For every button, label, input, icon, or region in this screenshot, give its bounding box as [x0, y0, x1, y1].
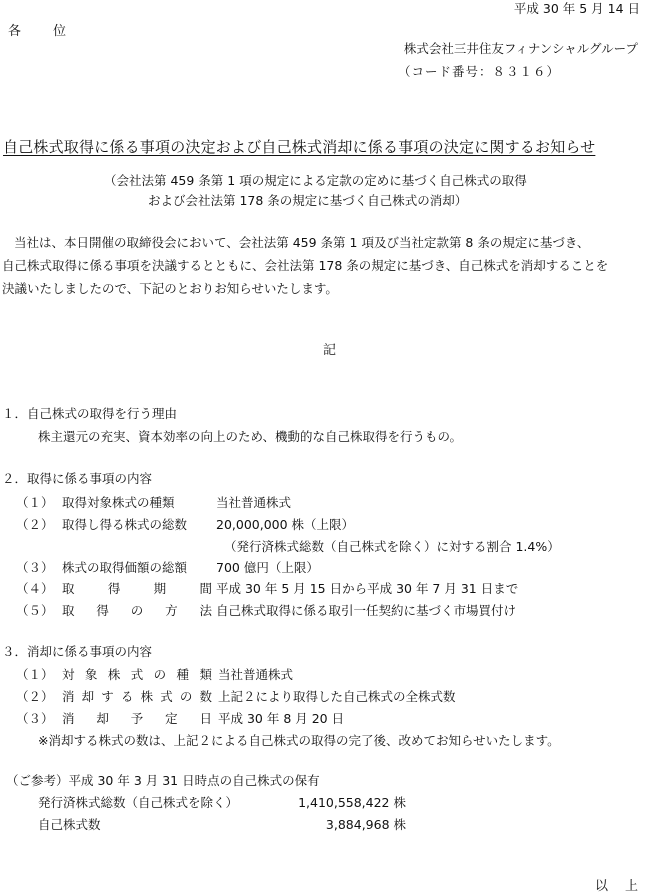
reference-heading: （ご参考）平成 30 年 3 月 31 日時点の自己株式の保有	[6, 773, 320, 788]
section1-heading: １．自己株式の取得を行う理由	[2, 406, 178, 421]
reference-row-label: 自己株式数	[38, 817, 101, 832]
section3-heading: ３．消却に係る事項の内容	[2, 644, 153, 659]
section2-item-num: （３）	[16, 560, 54, 575]
section2-heading: ２．取得に係る事項の内容	[2, 471, 153, 486]
section2-item-num: （５）	[16, 603, 54, 618]
section2-item-value: 自己株式取得に係る取引一任契約に基づく市場買付け	[216, 603, 517, 618]
section3-item-label-spaced: 消 却 す る 株 式 の 数	[62, 689, 212, 704]
stock-code: （コード番号：８３１６）	[398, 64, 561, 79]
closing-mark: 以 上	[594, 879, 640, 894]
intro-line-3: 決議いたしましたので、下記のとおりお知らせいたします。	[2, 281, 338, 296]
section2-item-label-spaced: 取 得 期 間	[62, 581, 212, 596]
section3-item-num: （２）	[16, 689, 54, 704]
reference-row-label: 発行済株式総数（自己株式を除く）	[38, 795, 239, 810]
section2-item-value: 20,000,000 株（上限）	[216, 517, 355, 532]
section3-note: ※消却する株式の数は、上記２による自己株式の取得の完了後、改めてお知らせいたします。	[38, 733, 560, 748]
section3-item-value: 当社普通株式	[218, 667, 294, 682]
section2-item-num: （２）	[16, 517, 54, 532]
document-date: 平成 30 年 5 月 14 日	[513, 1, 640, 16]
subtitle-line-2: および会社法第 178 条の規定に基づく自己株式の消却）	[148, 193, 468, 208]
section2-item-value: 当社普通株式	[216, 495, 292, 510]
section1-body: 株主還元の充実、資本効率の向上のため、機動的な自己株取得を行うもの。	[38, 429, 463, 444]
intro-line-1: 当社は、本日開催の取締役会において、会社法第 459 条第 1 項及び当社定款第 8 条の規定に基づき、	[14, 235, 590, 250]
section3-item-label-spaced: 消 却 予 定 日	[62, 711, 212, 726]
ki-marker: 記	[323, 343, 337, 358]
company-name: 株式会社三井住友フィナンシャルグループ	[403, 41, 638, 56]
section2-item-value: 平成 30 年 5 月 15 日から平成 30 年 7 月 31 日まで	[216, 581, 519, 596]
section2-item-label: 取得対象株式の種類	[62, 495, 175, 510]
reference-row-value: 1,410,558,422 株	[298, 795, 406, 810]
section2-item-ratio: （発行済株式総数（自己株式を除く）に対する割合 1.4%）	[224, 539, 560, 554]
section3-item-value: 平成 30 年 8 月 20 日	[218, 711, 345, 726]
section3-item-value: 上記２により取得した自己株式の全株式数	[218, 689, 456, 704]
section3-item-num: （１）	[16, 667, 54, 682]
section2-item-label-spaced: 取 得 の 方 法	[62, 603, 212, 618]
document-title: 自己株式取得に係る事項の決定および自己株式消却に係る事項の決定に関するお知らせ	[3, 138, 596, 156]
section2-item-label: 取得し得る株式の総数	[62, 517, 188, 532]
intro-line-2: 自己株式取得に係る事項を決議するとともに、会社法第 178 条の規定に基づき、自己株式を消却することを	[2, 258, 609, 273]
section2-item-num: （４）	[16, 581, 54, 596]
section2-item-num: （１）	[16, 495, 54, 510]
section3-item-label-spaced: 対 象 株 式 の 種 類	[62, 667, 212, 682]
section2-item-value: 700 億円（上限）	[216, 560, 319, 575]
section3-item-num: （３）	[16, 711, 54, 726]
subtitle-line-1: （会社法第 459 条第 1 項の規定による定款の定めに基づく自己株式の取得	[104, 173, 527, 188]
reference-row-value: 3,884,968 株	[325, 817, 406, 832]
section2-item-label: 株式の取得価額の総額	[62, 560, 188, 575]
addressee: 各 位	[8, 24, 69, 39]
